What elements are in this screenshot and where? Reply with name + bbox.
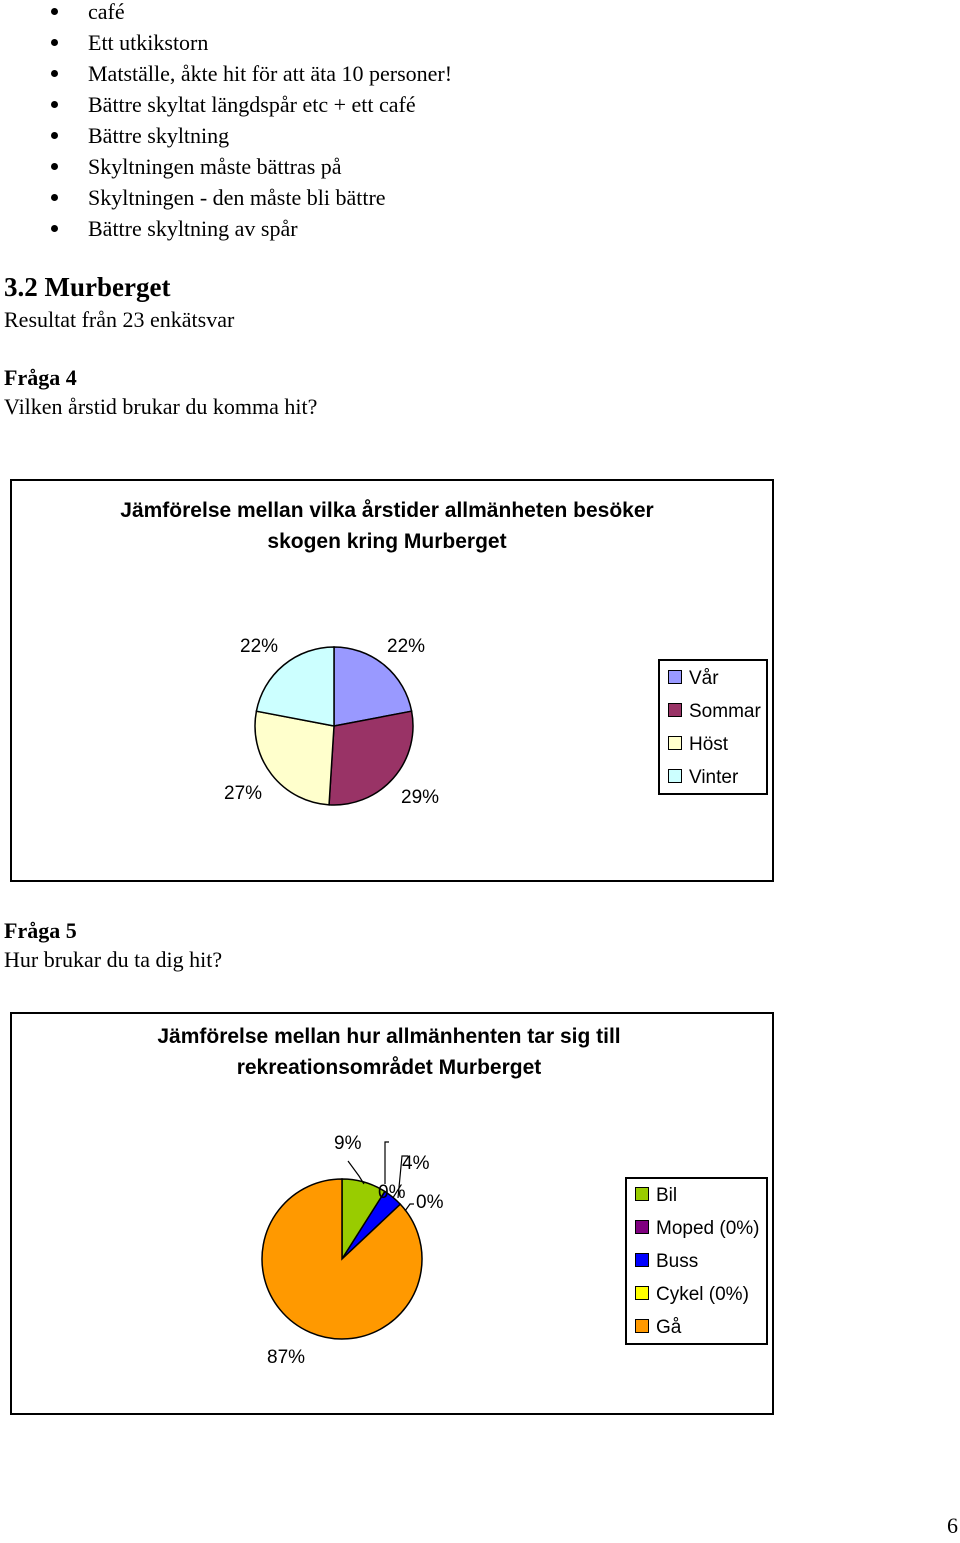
bullet-item — [0, 27, 452, 58]
pie-slice-vinter — [256, 647, 334, 726]
legend-label: Cykel (0%) — [656, 1284, 749, 1305]
legend-label: Vår — [689, 668, 719, 689]
legend-swatch-icon — [635, 1220, 649, 1234]
bullet-item — [0, 58, 452, 89]
legend-swatch-icon — [668, 736, 682, 750]
legend-label: Höst — [689, 734, 729, 755]
transport-chart-title-2: rekreationsområdet Murberget — [236, 1056, 542, 1079]
bullet-dot-icon — [51, 101, 58, 108]
bullet-dot-icon — [51, 163, 58, 170]
legend-label: Bil — [656, 1185, 678, 1206]
pie-data-label: 22% — [387, 636, 426, 657]
bullet-text: Matställe, åkte hit för att äta 10 personer! — [88, 61, 453, 86]
seasons-chart-title-2: skogen kring Murberget — [267, 530, 507, 553]
legend-item-host — [668, 733, 728, 757]
transport-pie-svg — [12, 1014, 622, 1414]
legend-item-sommar — [668, 700, 761, 724]
legend-swatch-icon — [668, 703, 682, 717]
legend-item-buss — [635, 1250, 698, 1274]
seasons-legend — [658, 659, 768, 795]
question-5-text: Hur brukar du ta dig hit? — [4, 947, 223, 972]
legend-item-moped — [635, 1217, 760, 1241]
legend-item-ga — [635, 1316, 681, 1340]
pie-data-label: 4% — [402, 1153, 430, 1174]
bullet-text: Bättre skyltat längdspår etc + ett café — [88, 92, 416, 117]
pie-data-label: 0% — [378, 1182, 406, 1203]
pie-data-label: 9% — [334, 1133, 362, 1154]
transport-chart-title-1: Jämförelse mellan hur allmänhenten tar sig till — [157, 1025, 621, 1048]
legend-swatch-icon — [635, 1286, 649, 1300]
seasons-chart-title-1: Jämförelse mellan vilka årstider allmänheten besöker — [120, 499, 654, 522]
bullet-dot-icon — [51, 8, 58, 15]
bullet-dot-icon — [51, 194, 58, 201]
seasons-chart — [10, 479, 774, 882]
bullet-text: Skyltningen måste bättras på — [88, 154, 342, 179]
bullet-item — [0, 0, 452, 27]
bullet-dot-icon — [51, 225, 58, 232]
bullet-list — [0, 0, 452, 244]
pie-data-label: 0% — [416, 1192, 444, 1213]
bullet-text: Bättre skyltning av spår — [88, 216, 298, 241]
legend-item-vinter — [668, 766, 738, 790]
legend-label: Buss — [656, 1251, 699, 1272]
question-5-label: Fråga 5 — [4, 918, 77, 943]
legend-label: Moped (0%) — [656, 1218, 760, 1239]
bullet-text: Ett utkikstorn — [88, 30, 209, 55]
bullet-item — [0, 213, 452, 244]
pie-data-label: 29% — [401, 787, 440, 808]
pie-data-label: 87% — [267, 1347, 306, 1368]
legend-item-bil — [635, 1184, 677, 1208]
leader-line — [405, 1204, 414, 1211]
bullet-item — [0, 151, 452, 182]
seasons-pie-svg — [12, 481, 652, 881]
legend-swatch-icon — [635, 1319, 649, 1333]
question-4-label: Fråga 4 — [4, 365, 77, 390]
transport-legend — [625, 1177, 768, 1345]
question-4-text: Vilken årstid brukar du komma hit? — [4, 394, 318, 419]
bullet-dot-icon — [51, 132, 58, 139]
pie-data-label: 22% — [240, 636, 279, 657]
bullet-dot-icon — [51, 70, 58, 77]
legend-swatch-icon — [635, 1187, 649, 1201]
legend-label: Sommar — [689, 701, 761, 722]
legend-swatch-icon — [668, 670, 682, 684]
leader-line — [385, 1142, 389, 1184]
bullet-item — [0, 182, 452, 213]
bullet-text: Bättre skyltning — [88, 123, 230, 148]
legend-item-cykel — [635, 1283, 749, 1307]
section-heading: 3.2 Murberget — [4, 272, 171, 302]
bullet-text: Skyltningen - den måste bli bättre — [88, 185, 386, 210]
bullet-text: café — [88, 0, 125, 24]
section-subtitle: Resultat från 23 enkätsvar — [4, 307, 235, 332]
legend-swatch-icon — [635, 1253, 649, 1267]
page-number: 6 — [947, 1513, 958, 1538]
pie-data-label: 27% — [224, 783, 263, 804]
bullet-item — [0, 120, 452, 151]
legend-label: Vinter — [689, 767, 739, 788]
bullet-item — [0, 89, 452, 120]
legend-label: Gå — [656, 1317, 682, 1338]
bullet-dot-icon — [51, 39, 58, 46]
transport-chart — [10, 1012, 774, 1415]
legend-swatch-icon — [668, 769, 682, 783]
pie-slice-höst — [255, 711, 334, 805]
legend-item-var — [668, 667, 719, 691]
